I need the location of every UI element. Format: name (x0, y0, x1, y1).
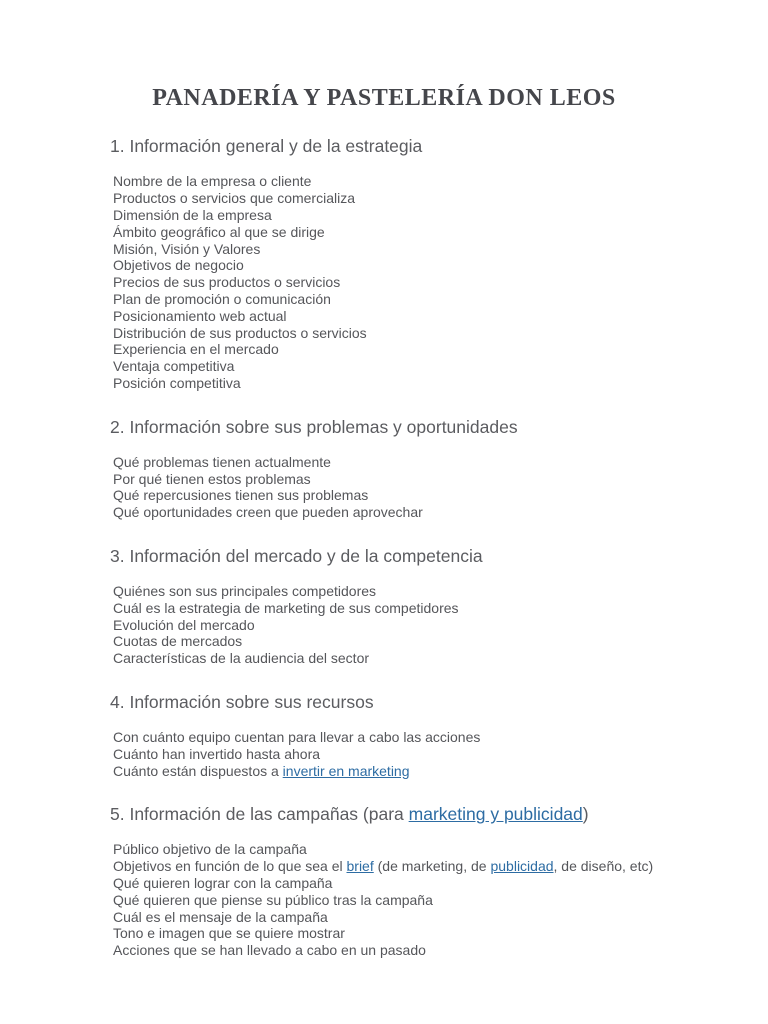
text-segment: Experiencia en el mercado (113, 341, 279, 358)
text-segment: Objetivos de negocio (113, 257, 244, 274)
section-list (110, 454, 670, 521)
list-item (113, 504, 670, 521)
list-item (113, 763, 670, 780)
inline-link[interactable]: invertir en marketing (282, 762, 410, 779)
list-item (113, 942, 670, 959)
section-list (110, 583, 670, 667)
text-segment: Qué oportunidades creen que pueden aprovechar (113, 504, 423, 521)
text-segment: Precios de sus productos o servicios (113, 274, 341, 291)
text-segment: Características de la audiencia del sector (113, 650, 370, 667)
list-item (113, 487, 670, 504)
list-item (113, 633, 670, 650)
inline-link[interactable]: marketing y publicidad (408, 804, 583, 825)
text-segment: Qué quieren lograr con la campaña (113, 874, 333, 891)
text-segment: Nombre de la empresa o cliente (113, 173, 312, 190)
text-segment: Cuál es el mensaje de la campaña (113, 908, 328, 925)
section-heading (110, 779, 670, 824)
page-title: PANADERÍA Y PASTELERÍA DON LEOS (152, 85, 616, 111)
text-segment: Productos o servicios que comercializa (113, 190, 355, 207)
text-segment: , de diseño, etc) (553, 858, 654, 875)
text-segment: Cuál es la estrategia de marketing de sus competidores (113, 599, 459, 616)
list-item (113, 471, 670, 488)
list-item (113, 224, 670, 241)
text-segment: Cuotas de mercados (113, 633, 243, 650)
list-item (113, 375, 670, 392)
inline-link[interactable]: publicidad (490, 858, 554, 875)
text-segment: Público objetivo de la campaña (113, 841, 307, 858)
list-item (113, 925, 670, 942)
section-list (110, 841, 670, 959)
text-segment: Posición competitiva (113, 374, 241, 391)
list-item (113, 241, 670, 258)
list-item (113, 173, 670, 190)
text-segment: Tono e imagen que se quiere mostrar (113, 925, 345, 942)
text-segment: (de marketing, de (373, 858, 491, 875)
text-segment: 1. Información general y de la estrategia (110, 136, 423, 157)
text-segment: Qué problemas tienen actualmente (113, 453, 331, 470)
text-segment: Cuánto están dispuestos a (113, 762, 283, 779)
text-segment: Ámbito geográfico al que se dirige (113, 223, 325, 240)
text-segment: 2. Información sobre sus problemas y oportunidades (110, 416, 518, 437)
text-segment: Distribución de sus productos o servicios (113, 324, 367, 341)
list-item (113, 358, 670, 375)
list-item (113, 858, 670, 875)
list-item (113, 600, 670, 617)
text-segment: Evolución del mercado (113, 616, 255, 633)
text-segment: 4. Información sobre sus recursos (110, 691, 374, 712)
list-item (113, 909, 670, 926)
list-item (113, 325, 670, 342)
text-segment: Plan de promoción o comunicación (113, 290, 331, 307)
text-segment: Acciones que se han llevado a cabo en un pasado (113, 942, 426, 959)
section-list (110, 173, 670, 391)
section-heading (110, 667, 670, 712)
list-item (113, 892, 670, 909)
inline-link[interactable]: brief (346, 858, 374, 875)
text-segment: Quiénes son sus principales competidores (113, 582, 377, 599)
text-segment: 5. Información de las campañas (para (110, 804, 409, 825)
list-item (113, 190, 670, 207)
section-heading (110, 392, 670, 437)
text-segment: Dimensión de la empresa (113, 206, 272, 223)
list-item (113, 207, 670, 224)
list-item (113, 746, 670, 763)
section-heading (110, 521, 670, 566)
list-item (113, 291, 670, 308)
text-segment: Objetivos en función de lo que sea el (113, 858, 347, 875)
list-item (113, 841, 670, 858)
text-segment: Qué repercusiones tienen sus problemas (113, 487, 369, 504)
list-item (113, 617, 670, 634)
text-segment: Por qué tienen estos problemas (113, 470, 311, 487)
list-item (113, 341, 670, 358)
text-segment: Misión, Visión y Valores (113, 240, 261, 257)
list-item (113, 583, 670, 600)
section-list (110, 729, 670, 779)
text-segment: Cuánto han invertido hasta ahora (113, 745, 321, 762)
text-segment: Con cuánto equipo cuentan para llevar a cabo las acciones (113, 728, 481, 745)
list-item (113, 875, 670, 892)
list-item (113, 454, 670, 471)
section-heading (110, 111, 670, 156)
text-segment: Posicionamiento web actual (113, 307, 287, 324)
text-segment: Ventaja competitiva (113, 358, 235, 375)
list-item (113, 650, 670, 667)
text-segment: Qué quieren que piense su público tras la campaña (113, 891, 433, 908)
list-item (113, 729, 670, 746)
text-segment: ) (582, 804, 589, 825)
list-item (113, 274, 670, 291)
list-item (113, 257, 670, 274)
list-item (113, 308, 670, 325)
document-sections (110, 111, 670, 959)
text-segment: 3. Información del mercado y de la competencia (110, 545, 483, 566)
